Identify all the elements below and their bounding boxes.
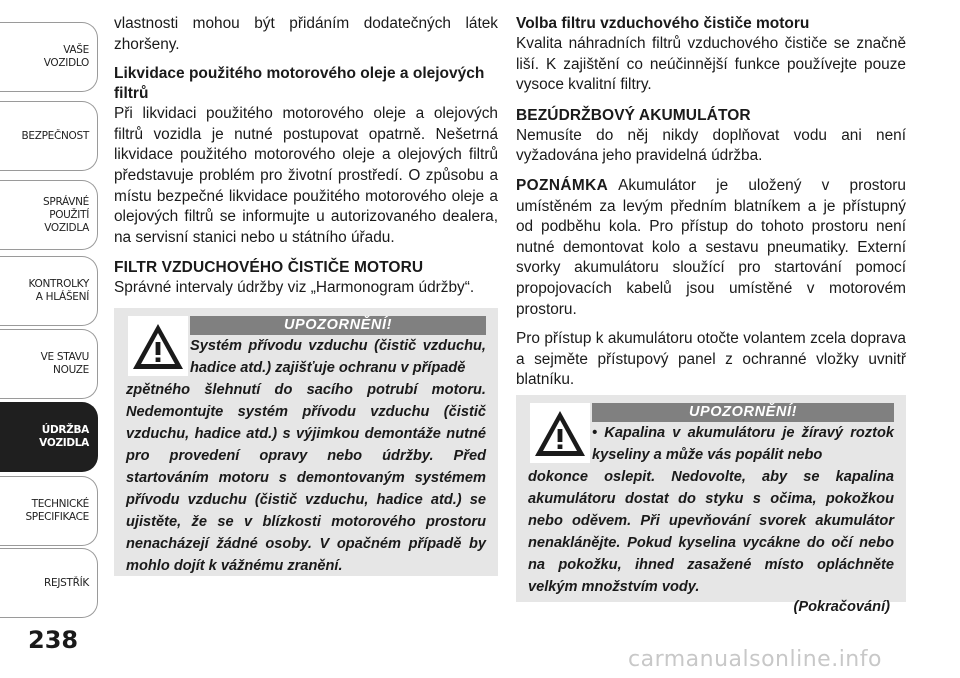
battery-text: Nemusíte do něj nikdy doplňovat vodu ani není vyžadována jeho pravidelná údržba. [516,126,906,165]
warning-title: UPOZORNĚNÍ! [190,316,486,335]
heading-oil-disposal: Likvidace použitého motorového oleje a olejových filtrů [114,65,485,103]
warning-box-battery [516,395,906,602]
warning-text-rest: zpětného šlehnutí do sacího potrubí motoru. Nedemontujte systém přívodu vzduchu (čistič vzduchu, hadice atd.) s výjimkou demontáže nutné pro provedení opravy nebo údržby. Před startováním motoru s demontovaným systémem přívodu vzduchu (čistič vzduchu, hadice atd.) se ujistěte, že se v blízkosti motorového prostoru nenacházejí žádné osoby. V opačném případě by mohlo dojít k vážnému zranění. [126,382,486,574]
sidebar-tab-kontrolky[interactable]: KONTROLKY A HLÁŠENÍ [0,256,98,326]
sidebar-tab-vase-vozidlo[interactable]: VAŠE VOZIDLO [0,22,98,92]
sidebar-tab-bezpecnost[interactable]: BEZPEČNOST [0,101,98,171]
heading-filter-choice: Volba filtru vzduchového čističe motoru [516,15,810,32]
warning-text-first-lines: Systém přívodu vzduchu (čistič vzduchu, hadice atd.) zajišťuje ochranu v případě [190,338,486,376]
sidebar-tab-ve-stavu-nouze[interactable]: VE STAVU NOUZE [0,329,98,399]
sidebar-tab-rejstrik[interactable]: REJSTŘÍK [0,548,98,618]
heading-battery: BEZÚDRŽBOVÝ AKUMULÁTOR [516,106,751,124]
right-column [516,14,906,391]
watermark: carmanualsonline.info [628,647,882,672]
warning-text-first-lines: • Kapalina v akumulátoru je žíravý roztok kyseliny a může vás popálit nebo [592,425,894,463]
note-paragraph [516,176,906,320]
note-label: POZNÁMKA [516,176,609,194]
sidebar-tab-spravne-pouziti[interactable]: SPRÁVNÉ POUŽITÍ VOZIDLA [0,180,98,250]
sidebar-tab-udrzba-vozidla[interactable]: ÚDRŽBA VOZIDLA [0,402,98,472]
filter-choice-text: Kvalita náhradních filtrů vzduchového čističe se značně liší. K zajištění co neúčinnější funkce používejte pouze vysoce kvalitní filtry. [516,35,906,94]
warning-triangle-icon [128,316,188,376]
battery-access-text: Pro přístup k akumulátoru otočte volantem zcela doprava a sejměte přístupový panel z ochranné vložky uvnitř blatníku. [516,330,906,389]
warning-triangle-icon [530,403,590,463]
air-filter-text: Správné intervaly údržby viz „Harmonogram údržby“. [114,279,475,297]
intro-text: vlastnosti mohou být přidáním dodatečných látek zhoršeny. [114,15,498,53]
warning-title: UPOZORNĚNÍ! [592,403,894,422]
heading-air-filter: FILTR VZDUCHOVÉHO ČISTIČE MOTORU [114,259,424,277]
note-text: Akumulátor je uložený v prostoru umístěném za levým předním blatníkem a je přístupný od podběhu kola. Pro přístup do tohoto prostoru není nutné demontovat kolo a sestavu pneumatiky. Externí svorky akumulátoru sloužící pro startování pomocí propojovacích kabelů jsou umístěné v motorovém prostoru. [516,176,906,318]
warning-text-rest: dokonce oslepit. Nedovolte, aby se kapalina akumulátoru dostat do styku s očima, pokožkou nebo oděvem. Při upevňování svorek akumulátor nenaklánějte. Pokud kyselina vycákne do očí nebo na pokožku, ihned zasažené místo opláchněte velkým množstvím vody. [528,469,894,595]
continued-label: (Pokračování) [793,599,890,615]
left-column [114,14,498,299]
page-number: 238 [28,626,79,654]
sidebar-tab-technicke-specifikace[interactable]: TECHNICKÉ SPECIFIKACE [0,476,98,546]
warning-box-air-intake [114,308,498,576]
oil-disposal-text: Při likvidaci použitého motorového oleje a olejových filtrů vozidla je nutné postupovat opatrně. Nešetrná likvidace použitého motorového oleje a olejových filtrů představuje problém pro životní prostředí. O způsobu a místu bezpečné likvidace použitého motorového oleje a olejových filtrů se informujte u autorizovaného dealera, na servisní stanici nebo u státního úřadu. [114,105,498,246]
